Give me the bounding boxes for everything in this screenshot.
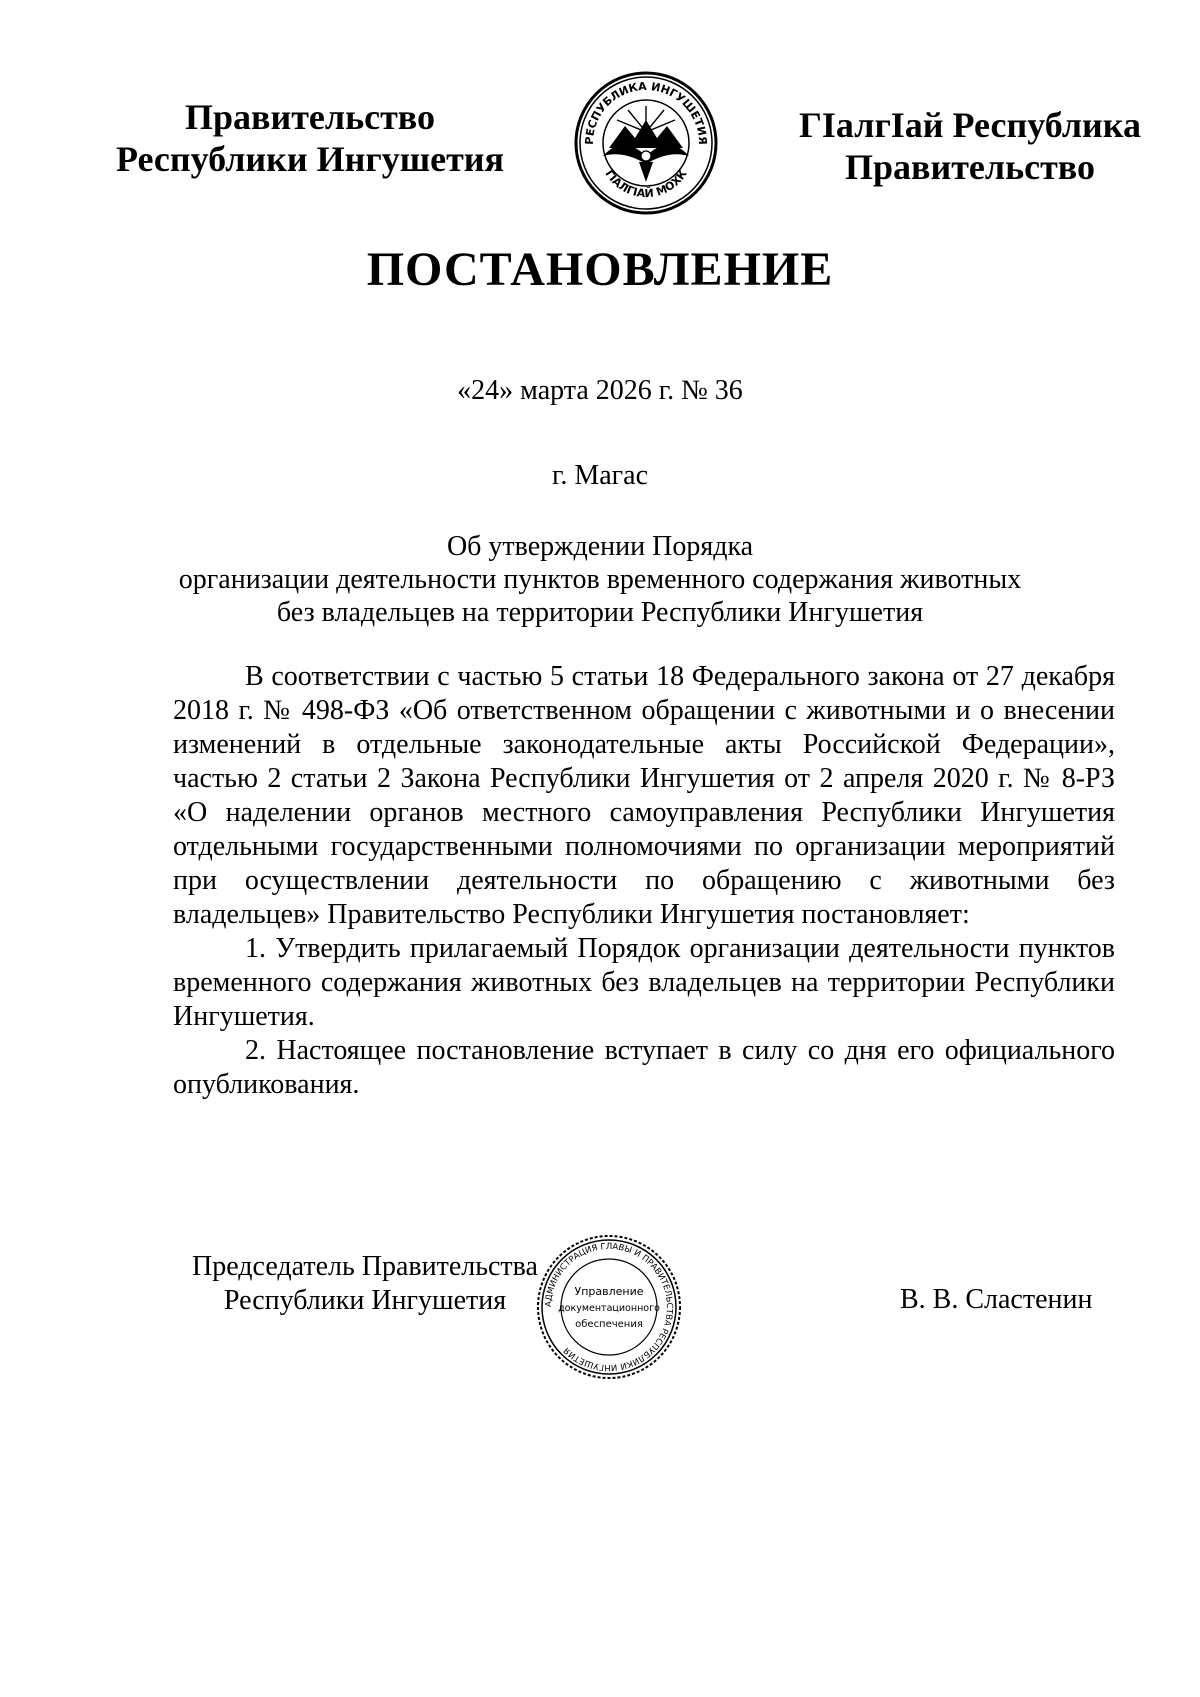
emblem-text-top: РЕСПУБЛИКА ИНГУШЕТИЯ bbox=[582, 79, 710, 145]
document-city: г. Магас bbox=[552, 460, 648, 491]
body-paragraph-item-2: 2. Настоящее постановление вступает в силу со дня его официального опубликования. bbox=[173, 1035, 1115, 1100]
coat-of-arms-icon bbox=[573, 70, 719, 216]
stamp-center-line2: документационного bbox=[558, 1303, 660, 1314]
header-left bbox=[100, 96, 520, 180]
header-left-line2: Республики Ингушетия bbox=[115, 139, 505, 179]
document-date-number: «24» марта 2026 г. № 36 bbox=[457, 375, 743, 406]
document-subject bbox=[160, 530, 1040, 629]
document-title: ПОСТАНОВЛЕНИЕ bbox=[366, 243, 834, 296]
subject-line: организации деятельности пунктов временного содержания животных bbox=[178, 564, 1022, 595]
header-right-line2: Правительство bbox=[845, 147, 1095, 187]
document-body bbox=[173, 660, 1115, 1102]
stamp-center-line3: обеспечения bbox=[575, 1319, 643, 1330]
body-paragraph-preamble: В соответствии с частью 5 статьи 18 Федерального закона от 27 декабря 2018 г. № 498-ФЗ «Об ответственном обращении с животными и о внесении изменений в отдельные законодательные акты Российской Федерации», частью 2 статьи 2 Закона Республики Ингушетия от 2 апреля 2020 г. № 8-РЗ «О наделении органов местного самоуправления Республики Ингушетия отдельными государственными полномочиями по организации мероприятий при осуществлении деятельности по обращению с животными без владельцев» Правительство Республики Ингушетия постановляет: bbox=[173, 661, 1115, 930]
header-left-line1: Правительство bbox=[185, 97, 435, 137]
signatory-name: В. В. Сластенин bbox=[900, 1284, 1093, 1315]
signatory-position-line2: Республики Ингушетия bbox=[223, 1285, 507, 1316]
stamp-center-line1: Управление bbox=[574, 1285, 644, 1298]
subject-line: Об утверждении Порядка bbox=[446, 531, 754, 562]
round-stamp-icon bbox=[535, 1233, 683, 1381]
stamp-ring-text: АДМИНИСТРАЦИЯ ГЛАВЫ И ПРАВИТЕЛЬСТВА РЕСПУБЛИКИ ИНГУШЕТИЯ bbox=[543, 1241, 675, 1373]
header-right-line1: ГIалгIай Республика bbox=[799, 105, 1141, 145]
emblem-text-bottom: ГIАЛГIАЙ МОХК bbox=[602, 167, 690, 201]
header-right bbox=[790, 104, 1150, 188]
subject-line: без владельцев на территории Республики Ингушетия bbox=[276, 597, 924, 628]
signatory-position-line1: Председатель Правительства bbox=[192, 1251, 538, 1282]
signatory-position bbox=[185, 1250, 545, 1318]
body-paragraph-item-1: 1. Утвердить прилагаемый Порядок организации деятельности пунктов временного содержания животных без владельцев на территории Республики Ингушетия. bbox=[173, 933, 1115, 1032]
